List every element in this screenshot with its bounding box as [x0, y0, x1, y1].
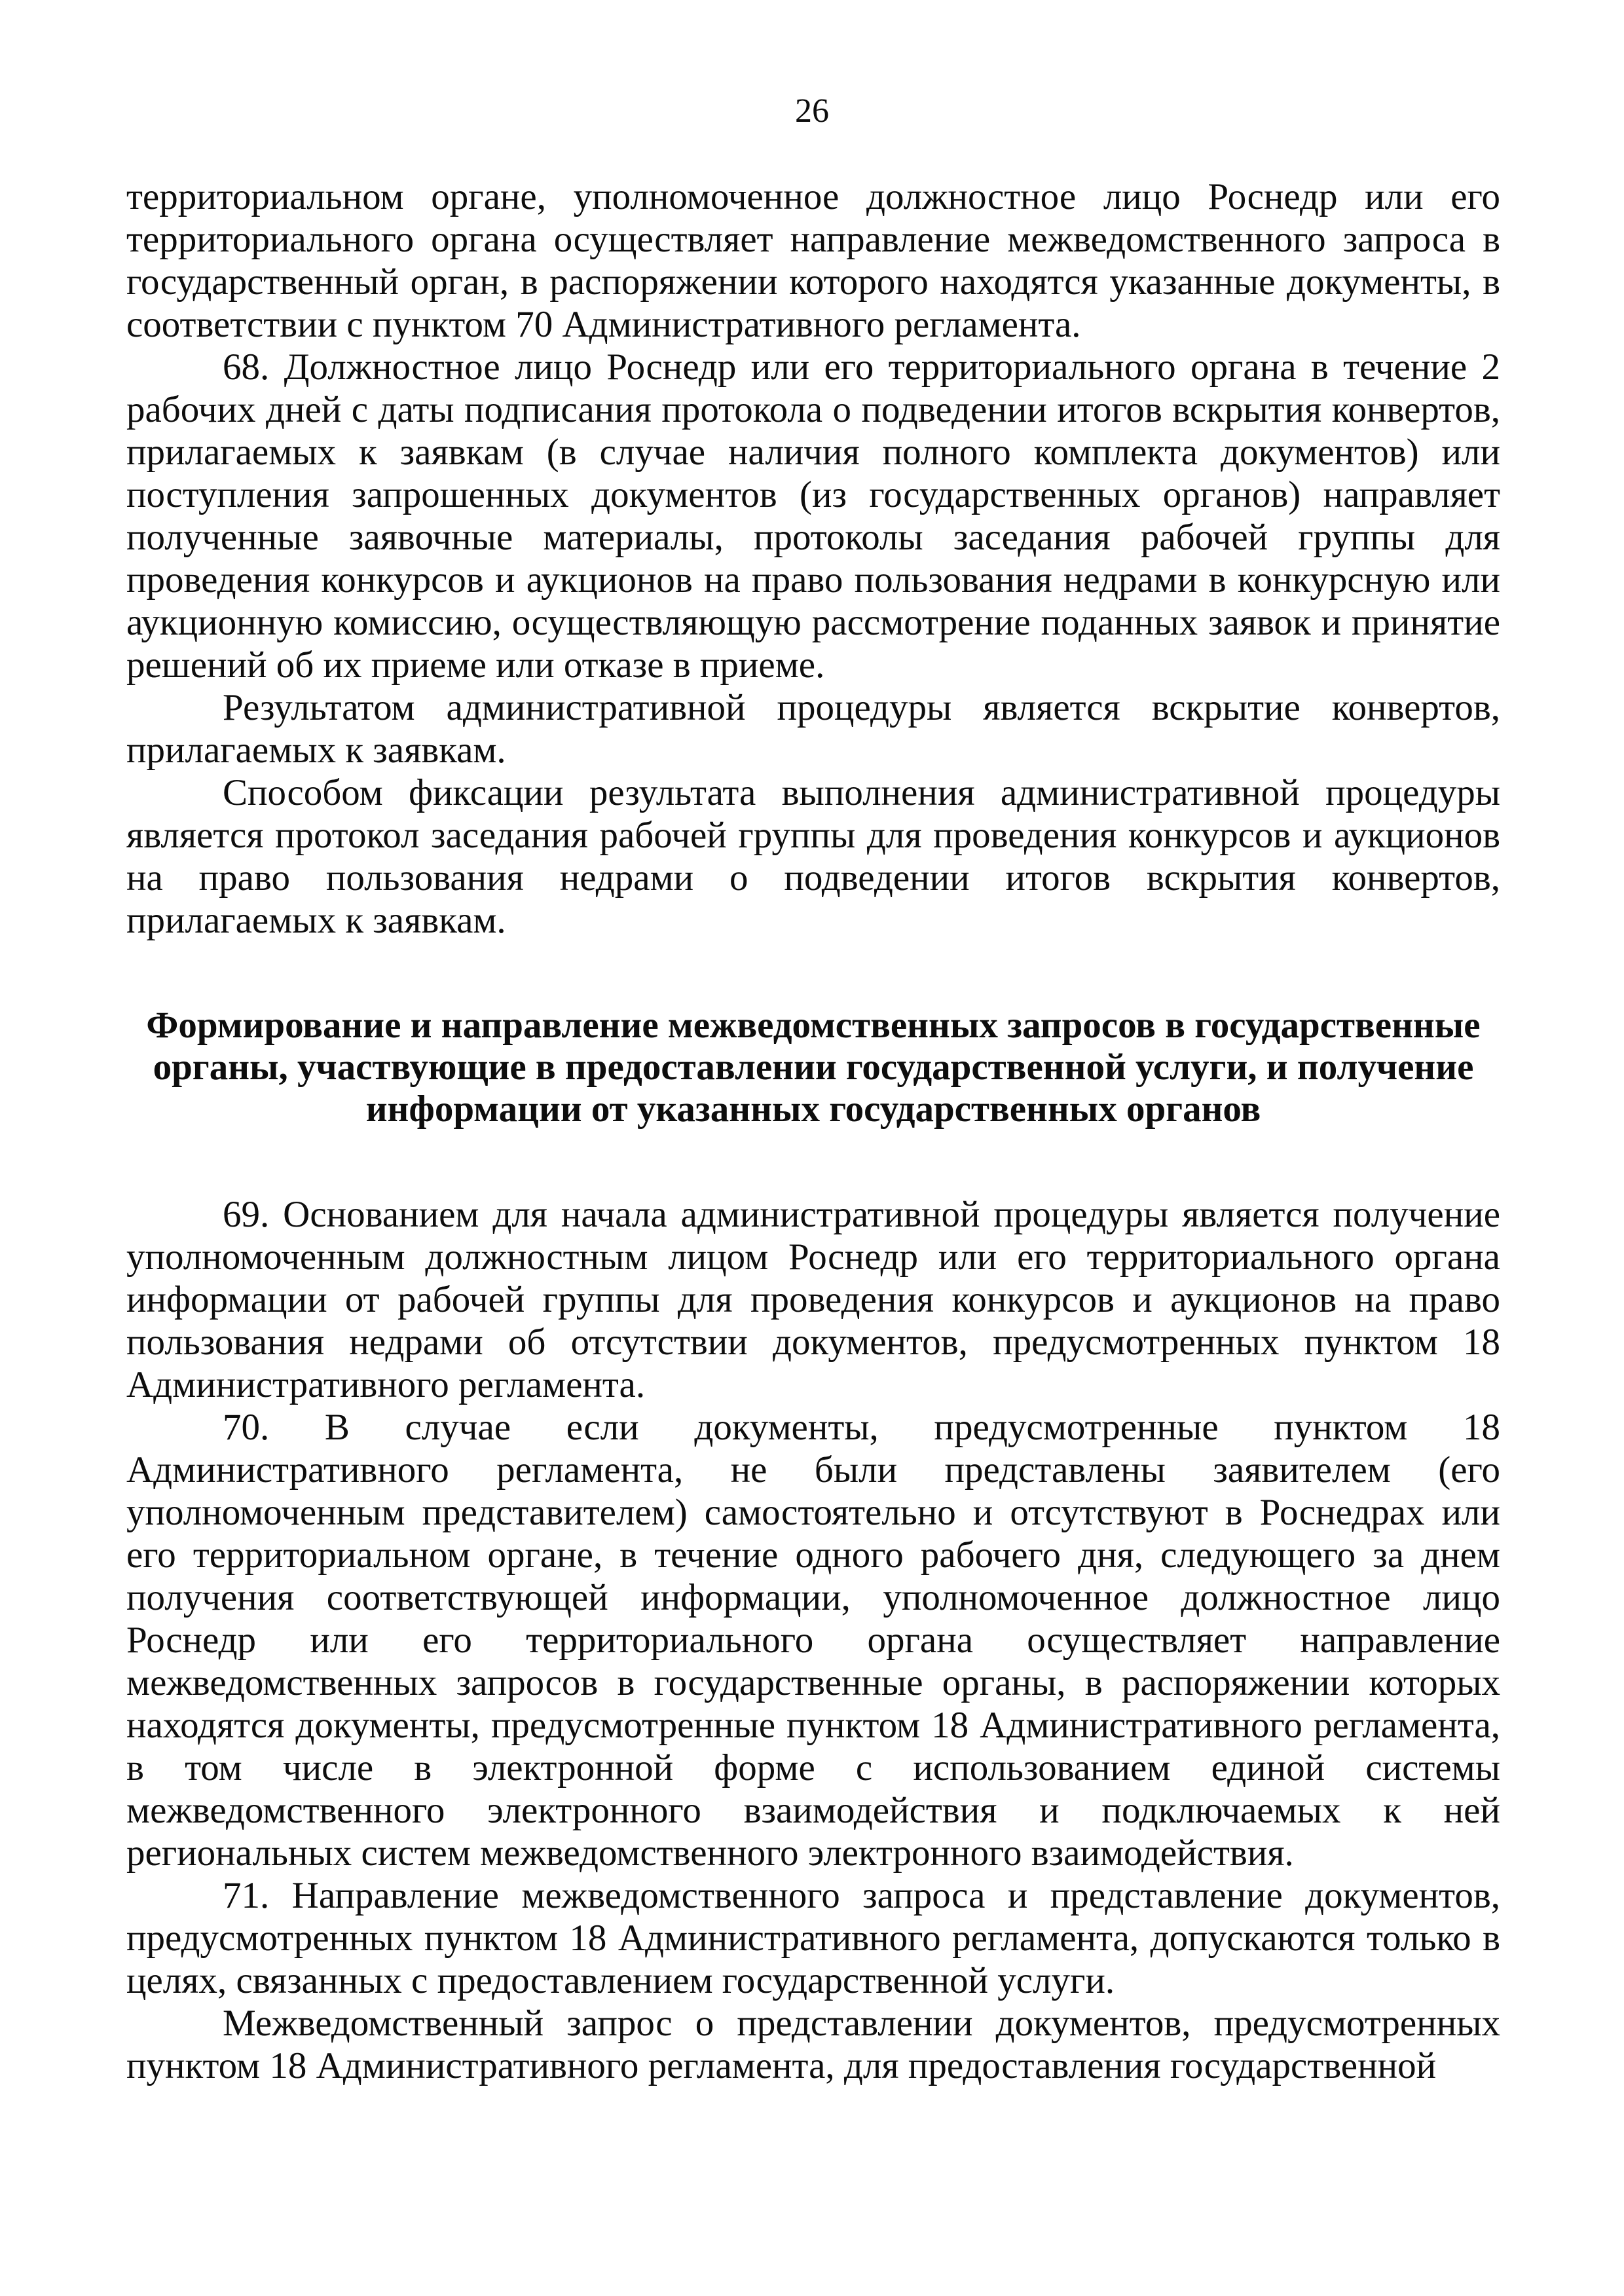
paragraph-69: 69. Основанием для начала административной процедуры является получение уполномоченным должностным лицом Роснедр или его территориального органа информации от рабочей группы для проведения конкурсов и аукционов на право пользования недрами об отсутствии документов, предусмотренных пунктом 18 Административного регламента. [126, 1194, 1500, 1405]
paragraph-68: 68. Должностное лицо Роснедр или его территориального органа в течение 2 рабочих дней с даты подписания протокола о подведении итогов вскрытия конвертов, прилагаемых к заявкам (в случае наличия полного комплекта документов) или поступления запрошенных документов (из государственных органов) направляет полученные заявочные материалы, протоколы заседания рабочей группы для проведения конкурсов и аукционов на право пользования недрами в конкурсную или аукционную комиссию, осуществляющую рассмотрение поданных заявок и принятие решений об их приеме или отказе в приеме. [126, 346, 1500, 686]
paragraph-fixation-method: Способом фиксации результата выполнения административной процедуры является протокол заседания рабочей группы для проведения конкурсов и аукционов на право пользования недрами о подведении итогов вскрытия конвертов, прилагаемых к заявкам. [126, 772, 1500, 941]
document-body [126, 176, 1500, 2087]
paragraph-result: Результатом административной процедуры является вскрытие конвертов, прилагаемых к заявкам. [126, 687, 1500, 771]
paragraph-interagency-request: Межведомственный запрос о представлении документов, предусмотренных пунктом 18 Административного регламента, для предоставления государственной [126, 2003, 1500, 2086]
section-heading-line: Формирование и направление межведомственных запросов в государственные [146, 1005, 1481, 1046]
section-heading-line: информации от указанных государственных органов [365, 1088, 1261, 1130]
paragraph-continuation: территориальном органе, уполномоченное должностное лицо Роснедр или его территориального органа осуществляет направление межведомственного запроса в государственный орган, в распоряжении которого находятся указанные документы, в соответствии с пунктом 70 Административного регламента. [126, 176, 1500, 345]
paragraph-70: 70. В случае если документы, предусмотренные пунктом 18 Административного регламента, не были представлены заявителем (его уполномоченным представителем) самостоятельно и отсутствуют в Роснедрах или его территориальном органе, в течение одного рабочего дня, следующего за днем получения соответствующей информации, уполномоченное должностное лицо Роснедр или его территориального органа осуществляет направление межведомственных запросов в государственные органы, в распоряжении которых находятся документы, предусмотренные пунктом 18 Административного регламента, в том числе в электронной форме с использованием единой системы межведомственного электронного взаимодействия и подключаемых к ней региональных систем межведомственного электронного взаимодействия. [126, 1407, 1500, 1874]
section-heading [126, 1005, 1500, 1130]
page-number: 26 [795, 92, 829, 130]
paragraph-71: 71. Направление межведомственного запроса и представление документов, предусмотренных пунктом 18 Административного регламента, допускаются только в целях, связанных с предоставлением государственной услуги. [126, 1875, 1500, 2001]
section-heading-line: органы, участвующие в предоставлении государственной услуги, и получение [153, 1046, 1474, 1088]
